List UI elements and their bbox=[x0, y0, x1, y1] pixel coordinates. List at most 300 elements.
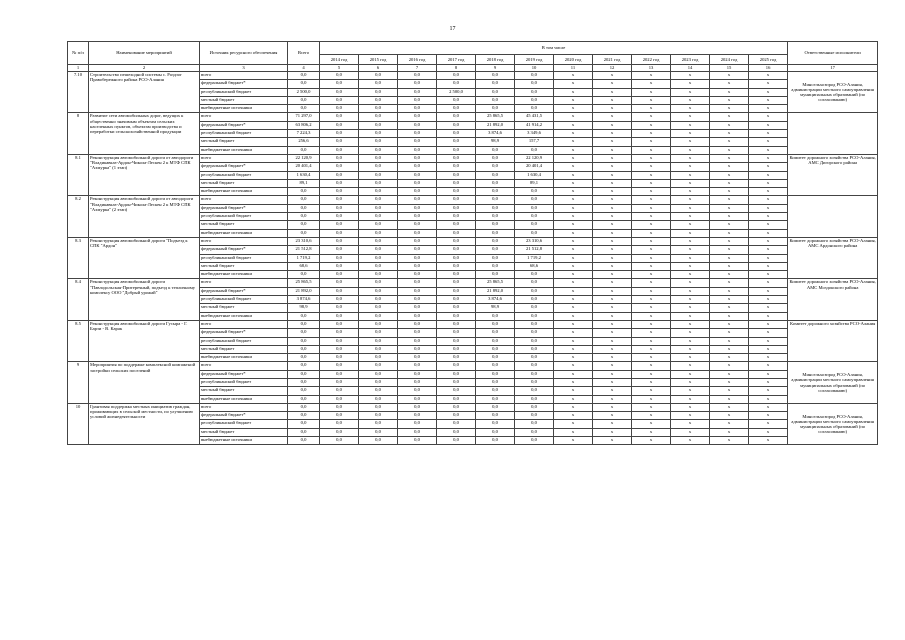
header-incl: В том числе bbox=[320, 42, 788, 55]
year-value: 0,0 bbox=[437, 188, 476, 196]
year-value: х bbox=[593, 428, 632, 436]
year-value: х bbox=[554, 304, 593, 312]
year-value: 0,0 bbox=[320, 320, 359, 328]
total-value: 0,0 bbox=[288, 213, 320, 221]
year-value: х bbox=[749, 420, 788, 428]
year-value: х bbox=[749, 96, 788, 104]
total-value: 0,0 bbox=[288, 370, 320, 378]
year-value: 0,0 bbox=[320, 221, 359, 229]
year-value: 0,0 bbox=[476, 237, 515, 245]
year-value: 0,0 bbox=[437, 428, 476, 436]
year-value: х bbox=[710, 221, 749, 229]
funding-source: республиканский бюджет bbox=[200, 296, 288, 304]
funding-source: всего bbox=[200, 72, 288, 80]
year-value: х bbox=[554, 412, 593, 420]
year-value: 0,0 bbox=[359, 196, 398, 204]
year-value: х bbox=[593, 163, 632, 171]
year-value: 0,0 bbox=[476, 387, 515, 395]
year-value: 0,0 bbox=[437, 204, 476, 212]
year-value: х bbox=[632, 395, 671, 403]
year-value: х bbox=[710, 138, 749, 146]
year-value: х bbox=[749, 354, 788, 362]
year-value: х bbox=[671, 387, 710, 395]
year-value: 0,0 bbox=[398, 221, 437, 229]
total-value: 20 401,4 bbox=[288, 163, 320, 171]
year-value: 23 310,6 bbox=[515, 237, 554, 245]
year-value: 0,0 bbox=[437, 271, 476, 279]
year-value: х bbox=[710, 213, 749, 221]
year-value: 0,0 bbox=[398, 179, 437, 187]
year-value: х bbox=[710, 237, 749, 245]
year-value: х bbox=[554, 287, 593, 295]
year-value: 1 719,2 bbox=[515, 254, 554, 262]
header-year: 2021 год bbox=[593, 55, 632, 65]
year-value: 0,0 bbox=[476, 412, 515, 420]
year-value: х bbox=[749, 204, 788, 212]
year-value: х bbox=[749, 437, 788, 445]
year-value: х bbox=[554, 329, 593, 337]
header-colnum: 9 bbox=[476, 65, 515, 72]
year-value: х bbox=[632, 437, 671, 445]
year-value: 0,0 bbox=[515, 378, 554, 386]
year-value: 0,0 bbox=[398, 296, 437, 304]
year-value: 0,0 bbox=[515, 304, 554, 312]
year-value: 0,0 bbox=[476, 229, 515, 237]
year-value: х bbox=[632, 146, 671, 154]
year-value: 0,0 bbox=[437, 72, 476, 80]
year-value: х bbox=[749, 163, 788, 171]
year-value: 0,0 bbox=[359, 213, 398, 221]
year-value: х bbox=[749, 387, 788, 395]
year-value: х bbox=[554, 96, 593, 104]
year-value: 0,0 bbox=[515, 337, 554, 345]
total-value: 0,0 bbox=[288, 428, 320, 436]
year-value: х bbox=[671, 428, 710, 436]
year-value: 0,0 bbox=[515, 370, 554, 378]
year-value: х bbox=[593, 188, 632, 196]
year-value: 0,0 bbox=[398, 72, 437, 80]
year-value: х bbox=[554, 221, 593, 229]
year-value: 0,0 bbox=[437, 105, 476, 113]
year-value: х bbox=[554, 204, 593, 212]
year-value: х bbox=[593, 395, 632, 403]
year-value: 0,0 bbox=[437, 262, 476, 270]
year-value: 0,0 bbox=[398, 246, 437, 254]
year-value: 0,0 bbox=[359, 146, 398, 154]
year-value: х bbox=[593, 262, 632, 270]
year-value: 0,0 bbox=[398, 437, 437, 445]
year-value: 25 865,5 bbox=[476, 113, 515, 121]
year-value: х bbox=[632, 113, 671, 121]
funding-source: республиканский бюджет bbox=[200, 337, 288, 345]
year-value: х bbox=[671, 312, 710, 320]
year-value: х bbox=[632, 320, 671, 328]
year-value: х bbox=[632, 96, 671, 104]
year-value: х bbox=[749, 320, 788, 328]
year-value: х bbox=[710, 354, 749, 362]
year-value: х bbox=[710, 395, 749, 403]
year-value: 0,0 bbox=[437, 254, 476, 262]
year-value: х bbox=[671, 179, 710, 187]
year-value: х bbox=[593, 304, 632, 312]
header-total: Всего bbox=[288, 42, 320, 65]
year-value: 0,0 bbox=[320, 138, 359, 146]
total-value: 0,0 bbox=[288, 403, 320, 411]
year-value: х bbox=[710, 403, 749, 411]
responsible-executors: Комитет дорожного хозяйства РСО-Алания, АМС Дигорского района bbox=[788, 154, 878, 195]
year-value: х bbox=[593, 337, 632, 345]
year-value: х bbox=[710, 179, 749, 187]
year-value: 21 892,0 bbox=[476, 287, 515, 295]
year-value: 0,0 bbox=[398, 312, 437, 320]
year-value: х bbox=[632, 262, 671, 270]
year-value: х bbox=[554, 354, 593, 362]
year-value: 0,0 bbox=[515, 196, 554, 204]
year-value: х bbox=[554, 196, 593, 204]
year-value: х bbox=[632, 80, 671, 88]
year-value: 0,0 bbox=[320, 345, 359, 353]
header-year: 2024 год bbox=[710, 55, 749, 65]
year-value: х bbox=[671, 254, 710, 262]
year-value: х bbox=[749, 362, 788, 370]
funding-source: республиканский бюджет bbox=[200, 378, 288, 386]
funding-source: всего bbox=[200, 403, 288, 411]
year-value: х bbox=[632, 246, 671, 254]
total-value: 0,0 bbox=[288, 229, 320, 237]
total-value: 0,0 bbox=[288, 412, 320, 420]
year-value: х bbox=[671, 345, 710, 353]
year-value: 0,0 bbox=[515, 188, 554, 196]
year-value: 0,0 bbox=[359, 188, 398, 196]
year-value: х bbox=[593, 312, 632, 320]
year-value: х bbox=[632, 279, 671, 287]
year-value: 0,0 bbox=[437, 387, 476, 395]
year-value: 0,0 bbox=[398, 378, 437, 386]
funding-source: всего bbox=[200, 279, 288, 287]
year-value: х bbox=[632, 412, 671, 420]
year-value: 0,0 bbox=[476, 271, 515, 279]
funding-source: федеральный бюджет* bbox=[200, 246, 288, 254]
funding-source: всего bbox=[200, 154, 288, 162]
year-value: х bbox=[671, 354, 710, 362]
year-value: х bbox=[632, 345, 671, 353]
year-value: х bbox=[710, 420, 749, 428]
year-value: 0,0 bbox=[515, 213, 554, 221]
program-table bbox=[67, 41, 878, 445]
year-value: х bbox=[632, 171, 671, 179]
year-value: 0,0 bbox=[515, 329, 554, 337]
year-value: 0,0 bbox=[398, 403, 437, 411]
year-value: 0,0 bbox=[320, 179, 359, 187]
header-colnum: 17 bbox=[788, 65, 878, 72]
year-value: 0,0 bbox=[320, 437, 359, 445]
year-value: х bbox=[749, 138, 788, 146]
total-value: 0,0 bbox=[288, 204, 320, 212]
header-year: 2025 год bbox=[749, 55, 788, 65]
year-value: х bbox=[671, 362, 710, 370]
total-value: 0,0 bbox=[288, 196, 320, 204]
table-row bbox=[68, 237, 878, 245]
year-value: 0,0 bbox=[437, 196, 476, 204]
header-year: 2023 год bbox=[671, 55, 710, 65]
year-value: х bbox=[632, 237, 671, 245]
year-value: х bbox=[749, 296, 788, 304]
total-value: 63 806,2 bbox=[288, 121, 320, 129]
year-value: х bbox=[671, 163, 710, 171]
year-value: х bbox=[749, 271, 788, 279]
year-value: х bbox=[671, 88, 710, 96]
year-value: 0,0 bbox=[398, 96, 437, 104]
year-value: х bbox=[632, 121, 671, 129]
year-value: 0,0 bbox=[437, 213, 476, 221]
year-value: 0,0 bbox=[476, 179, 515, 187]
year-value: х bbox=[593, 72, 632, 80]
total-value: 0,0 bbox=[288, 312, 320, 320]
measure-name: Реконструкция автомобильной дороги от автодороги "Владикавказ-Ардон-Чикола-Лескен 2 к МТФ СПК "Ахмурка" (2 этап) bbox=[89, 196, 200, 237]
year-value: 0,0 bbox=[359, 312, 398, 320]
year-value: 0,0 bbox=[476, 80, 515, 88]
year-value: х bbox=[554, 171, 593, 179]
year-value: х bbox=[710, 254, 749, 262]
year-value: 0,0 bbox=[398, 412, 437, 420]
year-value: х bbox=[554, 88, 593, 96]
measure-name: Реконструкция автомобильной дороги "Павлодольская-Притеречный, подъезд к тепличному комплексу ООО "Добрый урожай" bbox=[89, 279, 200, 320]
year-value: 0,0 bbox=[359, 113, 398, 121]
year-value: х bbox=[632, 329, 671, 337]
year-value: 0,0 bbox=[320, 80, 359, 88]
year-value: 0,0 bbox=[320, 237, 359, 245]
year-value: х bbox=[593, 105, 632, 113]
year-value: х bbox=[593, 113, 632, 121]
funding-source: федеральный бюджет* bbox=[200, 163, 288, 171]
total-value: 3 874,6 bbox=[288, 296, 320, 304]
year-value: 0,0 bbox=[437, 420, 476, 428]
year-value: 0,0 bbox=[437, 179, 476, 187]
funding-source: республиканский бюджет bbox=[200, 254, 288, 262]
year-value: 0,0 bbox=[359, 412, 398, 420]
total-value: 0,0 bbox=[288, 221, 320, 229]
measure-number: 8.2 bbox=[68, 196, 89, 237]
year-value: 0,0 bbox=[359, 163, 398, 171]
year-value: х bbox=[554, 113, 593, 121]
year-value: х bbox=[710, 312, 749, 320]
year-value: 0,0 bbox=[398, 121, 437, 129]
year-value: 0,0 bbox=[359, 229, 398, 237]
year-value: 0,0 bbox=[359, 437, 398, 445]
year-value: х bbox=[593, 237, 632, 245]
year-value: х bbox=[554, 279, 593, 287]
year-value: 0,0 bbox=[359, 320, 398, 328]
year-value: х bbox=[671, 271, 710, 279]
year-value: х bbox=[593, 204, 632, 212]
year-value: 0,0 bbox=[359, 246, 398, 254]
year-value: х bbox=[632, 105, 671, 113]
year-value: 0,0 bbox=[437, 138, 476, 146]
year-value: 45 431,5 bbox=[515, 113, 554, 121]
year-value: х bbox=[710, 370, 749, 378]
year-value: х bbox=[554, 370, 593, 378]
total-value: 0,0 bbox=[288, 437, 320, 445]
header-colnum: 3 bbox=[200, 65, 288, 72]
year-value: 0,0 bbox=[320, 337, 359, 345]
year-value: х bbox=[632, 428, 671, 436]
year-value: 0,0 bbox=[398, 354, 437, 362]
year-value: х bbox=[593, 213, 632, 221]
year-value: 0,0 bbox=[359, 387, 398, 395]
year-value: х bbox=[632, 254, 671, 262]
year-value: 0,0 bbox=[359, 370, 398, 378]
table-row bbox=[68, 403, 878, 411]
year-value: х bbox=[632, 188, 671, 196]
year-value: х bbox=[554, 146, 593, 154]
year-value: 0,0 bbox=[359, 304, 398, 312]
year-value: 0,0 bbox=[515, 387, 554, 395]
year-value: 1 630,4 bbox=[515, 171, 554, 179]
year-value: 0,0 bbox=[515, 420, 554, 428]
year-value: 0,0 bbox=[437, 403, 476, 411]
year-value: 0,0 bbox=[515, 428, 554, 436]
year-value: х bbox=[749, 412, 788, 420]
year-value: х bbox=[632, 163, 671, 171]
year-value: 0,0 bbox=[359, 179, 398, 187]
year-value: х bbox=[710, 287, 749, 295]
year-value: х bbox=[632, 138, 671, 146]
year-value: х bbox=[671, 337, 710, 345]
year-value: 0,0 bbox=[320, 312, 359, 320]
year-value: 0,0 bbox=[398, 262, 437, 270]
year-value: 0,0 bbox=[476, 370, 515, 378]
year-value: 0,0 bbox=[320, 271, 359, 279]
total-value: 256,6 bbox=[288, 138, 320, 146]
measure-number: 8.1 bbox=[68, 154, 89, 195]
table-row bbox=[68, 113, 878, 121]
year-value: х bbox=[671, 395, 710, 403]
year-value: 0,0 bbox=[398, 171, 437, 179]
year-value: х bbox=[554, 271, 593, 279]
year-value: 0,0 bbox=[515, 312, 554, 320]
year-value: х bbox=[671, 105, 710, 113]
year-value: 0,0 bbox=[437, 171, 476, 179]
year-value: х bbox=[593, 138, 632, 146]
year-value: 0,0 bbox=[398, 370, 437, 378]
year-value: 0,0 bbox=[476, 254, 515, 262]
year-value: 0,0 bbox=[476, 329, 515, 337]
funding-source: внебюджетные источники bbox=[200, 312, 288, 320]
year-value: 0,0 bbox=[320, 412, 359, 420]
year-value: 0,0 bbox=[398, 204, 437, 212]
year-value: х bbox=[710, 171, 749, 179]
year-value: 3 874,6 bbox=[476, 130, 515, 138]
year-value: 0,0 bbox=[398, 146, 437, 154]
total-value: 0,0 bbox=[288, 395, 320, 403]
year-value: х bbox=[554, 378, 593, 386]
year-value: х bbox=[749, 403, 788, 411]
year-value: х bbox=[710, 96, 749, 104]
year-value: х bbox=[593, 345, 632, 353]
header-colnum: 2 bbox=[89, 65, 200, 72]
funding-source: местный бюджет bbox=[200, 179, 288, 187]
year-value: х bbox=[710, 387, 749, 395]
header-name: Наименование мероприятий bbox=[89, 42, 200, 65]
year-value: х bbox=[632, 229, 671, 237]
year-value: х bbox=[671, 329, 710, 337]
year-value: 0,0 bbox=[476, 262, 515, 270]
year-value: х bbox=[593, 362, 632, 370]
year-value: 0,0 bbox=[437, 121, 476, 129]
year-value: х bbox=[671, 403, 710, 411]
year-value: 0,0 bbox=[398, 254, 437, 262]
year-value: х bbox=[749, 246, 788, 254]
year-value: х bbox=[749, 146, 788, 154]
year-value: 0,0 bbox=[476, 196, 515, 204]
year-value: х bbox=[554, 296, 593, 304]
table-row bbox=[68, 196, 878, 204]
funding-source: местный бюджет bbox=[200, 387, 288, 395]
total-value: 1 630,4 bbox=[288, 171, 320, 179]
year-value: 0,0 bbox=[437, 229, 476, 237]
header-colnum: 11 bbox=[554, 65, 593, 72]
year-value: 0,0 bbox=[515, 403, 554, 411]
year-value: 0,0 bbox=[437, 304, 476, 312]
year-value: 0,0 bbox=[359, 362, 398, 370]
year-value: х bbox=[632, 296, 671, 304]
year-value: 0,0 bbox=[398, 80, 437, 88]
year-value: х bbox=[671, 146, 710, 154]
year-value: 0,0 bbox=[398, 196, 437, 204]
year-value: х bbox=[554, 179, 593, 187]
year-value: х bbox=[593, 354, 632, 362]
year-value: х bbox=[749, 171, 788, 179]
year-value: х bbox=[710, 271, 749, 279]
year-value: х bbox=[710, 196, 749, 204]
year-value: 0,0 bbox=[398, 237, 437, 245]
year-value: х bbox=[554, 312, 593, 320]
total-value: 22 120,9 bbox=[288, 154, 320, 162]
year-value: х bbox=[554, 130, 593, 138]
year-value: х bbox=[554, 437, 593, 445]
year-value: х bbox=[749, 329, 788, 337]
year-value: х bbox=[593, 88, 632, 96]
year-value: 0,0 bbox=[398, 304, 437, 312]
year-value: 0,0 bbox=[359, 287, 398, 295]
year-value: 0,0 bbox=[476, 362, 515, 370]
total-value: 0,0 bbox=[288, 105, 320, 113]
year-value: х bbox=[749, 370, 788, 378]
year-value: х bbox=[710, 320, 749, 328]
year-value: 0,0 bbox=[476, 171, 515, 179]
year-value: х bbox=[671, 138, 710, 146]
year-value: 21 892,0 bbox=[476, 121, 515, 129]
measure-name: Грантовая поддержка местных инициатив граждан, проживающих в сельской местности, по улучшению условий жизнедеятельности bbox=[89, 403, 200, 444]
year-value: 0,0 bbox=[515, 96, 554, 104]
measure-name: Реконструкция автомобильной дороги "Подъезд к СПК "Ардон" bbox=[89, 237, 200, 278]
year-value: х bbox=[554, 154, 593, 162]
year-value: х bbox=[671, 221, 710, 229]
year-value: х bbox=[671, 296, 710, 304]
total-value: 0,0 bbox=[288, 80, 320, 88]
year-value: х bbox=[710, 80, 749, 88]
funding-source: всего bbox=[200, 237, 288, 245]
year-value: х bbox=[632, 88, 671, 96]
header-year: 2019 год bbox=[515, 55, 554, 65]
year-value: 0,0 bbox=[437, 246, 476, 254]
year-value: х bbox=[593, 437, 632, 445]
year-value: х bbox=[749, 262, 788, 270]
year-value: 0,0 bbox=[398, 271, 437, 279]
year-value: 0,0 bbox=[476, 428, 515, 436]
year-value: 0,0 bbox=[398, 337, 437, 345]
year-value: 0,0 bbox=[359, 171, 398, 179]
